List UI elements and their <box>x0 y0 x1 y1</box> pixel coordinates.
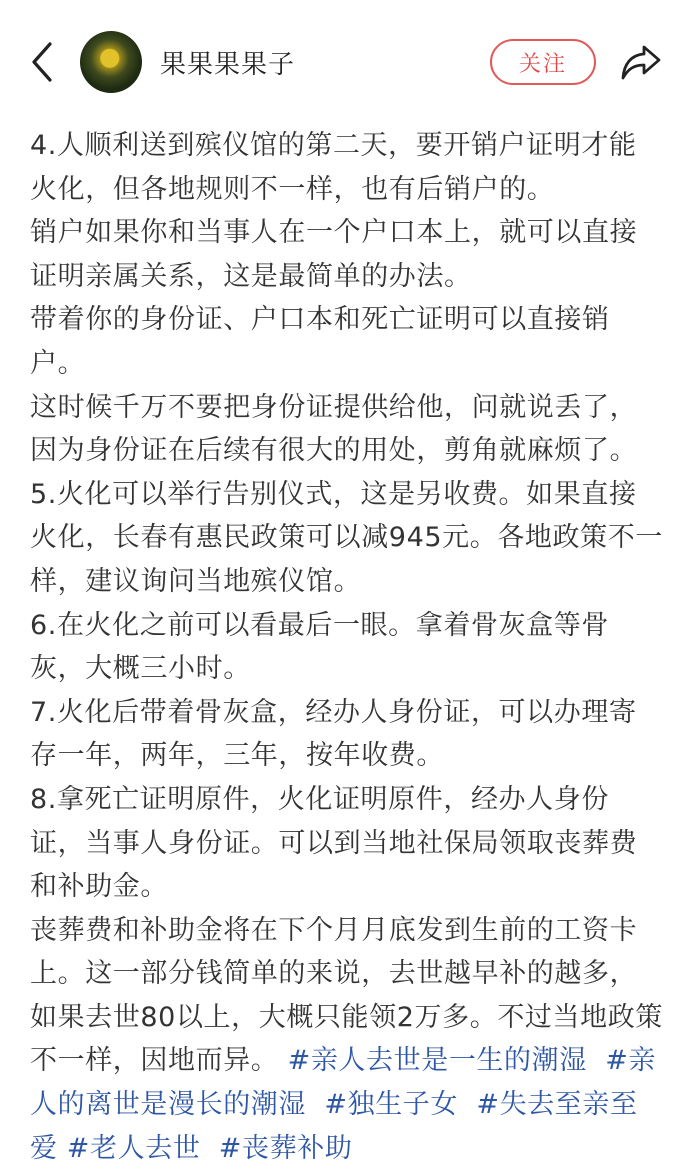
hashtag-link[interactable]: #丧葬补助 <box>218 1132 353 1164</box>
paragraph: 5.火化可以举行告别仪式，这是另收费。如果直接火化，长春有惠民政策可以减945元。各地政策不一样，建议询问当地殡仪馆。 <box>30 478 663 597</box>
post-content <box>30 124 664 1170</box>
back-arrow-icon[interactable] <box>30 40 56 84</box>
last-paragraph <box>30 909 664 1170</box>
hashtag-link[interactable]: #失去至亲至爱 <box>30 1089 638 1164</box>
avatar[interactable] <box>80 31 142 93</box>
paragraph: 这时候千万不要把身份证提供给他，问就说丢了，因为身份证在后续有很大的用处，剪角就麻烦了。 <box>30 391 638 467</box>
paragraph: 4.人顺利送到殡仪馆的第二天，要开销户证明才能火化，但各地规则不一样，也有后销户的。 <box>30 130 637 205</box>
top-bar <box>0 0 690 128</box>
hashtag-link[interactable]: #亲人去世是一生的潮湿 <box>287 1045 587 1077</box>
hashtag-link[interactable]: #独生子女 <box>324 1089 458 1121</box>
share-icon[interactable] <box>620 42 662 82</box>
paragraph: 销户如果你和当事人在一个户口本上，就可以直接证明亲属关系，这是最简单的办法。 <box>30 217 638 292</box>
paragraph: 6.在火化之前可以看最后一眼。拿着骨灰盒等骨灰，大概三小时。 <box>30 609 609 685</box>
follow-button[interactable]: 关注 <box>490 39 596 85</box>
hashtag-link[interactable]: #老人去世 <box>66 1132 201 1164</box>
paragraph: 8.拿死亡证明原件，火化证明原件，经办人身份证，当事人身份证。可以到当地社保局领取丧葬费和补助金。 <box>30 783 638 903</box>
paragraph: 7.火化后带着骨灰盒，经办人身份证，可以办理寄存一年，两年，三年，按年收费。 <box>30 696 637 772</box>
author-name[interactable]: 果果果果子 <box>160 50 296 80</box>
paragraph: 带着你的身份证、户口本和死亡证明可以直接销户。 <box>30 304 610 379</box>
hashtag-link[interactable]: #亲人的离世是漫长的潮湿 <box>30 1045 657 1121</box>
paragraph-text: 丧葬费和补助金将在下个月月底发到生前的工资卡上。这一部分钱简单的来说，去世越早补的越多，如果去世80以上，大概只能领2万多。不过当地政策不一样，因地而异。 <box>30 914 663 1077</box>
